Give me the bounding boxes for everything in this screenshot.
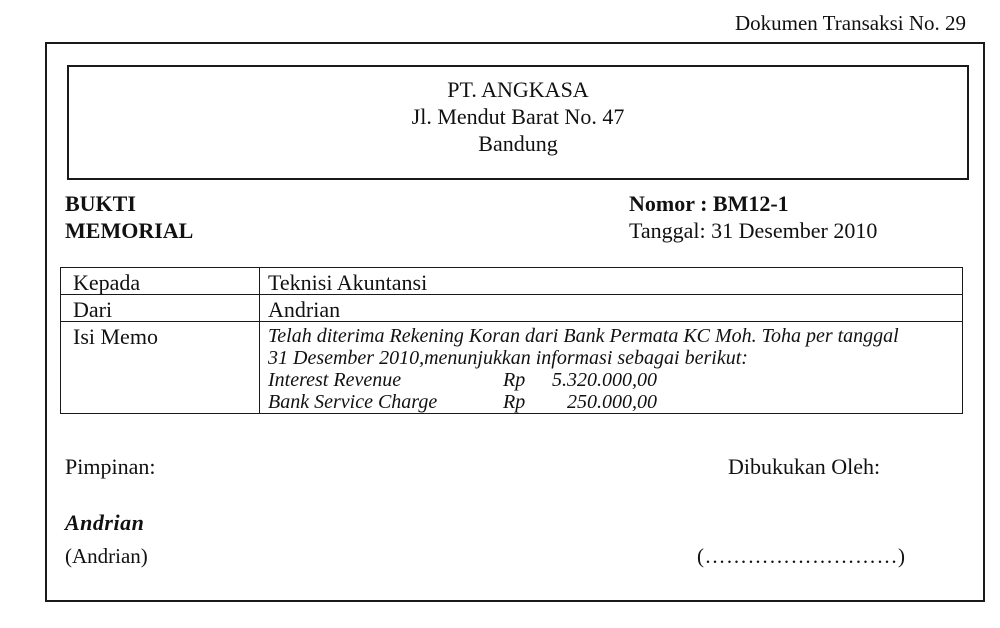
table-row	[61, 268, 963, 295]
line-item-label: Bank Service Charge	[268, 391, 438, 413]
dari-label: Dari	[61, 295, 260, 322]
pimpinan-label: Pimpinan:	[65, 454, 156, 479]
memo-text-line: Telah diterima Rekening Koran dari Bank Permata KC Moh. Toha per tanggal	[268, 325, 899, 347]
title-line-2: MEMORIAL	[65, 218, 194, 243]
table-row	[61, 295, 963, 322]
memo-text-line: 31 Desember 2010,menunjukkan informasi sebagai berikut:	[268, 347, 748, 369]
dari-value: Andrian	[260, 295, 963, 322]
kepada-label: Kepada	[61, 268, 260, 295]
company-name: PT. ANGKASA	[447, 77, 589, 102]
handwritten-signature: Andrian	[65, 510, 145, 535]
title-line-1: BUKTI	[65, 191, 136, 216]
memo-line-item	[268, 369, 950, 391]
document-title	[65, 190, 193, 244]
document-number: Dokumen Transaksi No. 29	[734, 11, 966, 35]
isi-memo-content	[260, 322, 963, 414]
line-item-amount: 250.000,00	[567, 391, 657, 413]
line-item-currency: Rp	[503, 369, 526, 391]
memo-table	[60, 267, 963, 414]
company-address: Jl. Mendut Barat No. 47	[411, 104, 625, 129]
table-row	[61, 322, 963, 414]
memorial-voucher	[45, 42, 985, 602]
line-item-label: Interest Revenue	[268, 369, 402, 391]
company-header	[67, 65, 969, 180]
document-meta	[629, 190, 877, 244]
dibukukan-name-blank: (………………………)	[697, 544, 906, 568]
dibukukan-label: Dibukukan Oleh:	[728, 454, 881, 479]
isi-memo-label: Isi Memo	[61, 322, 260, 414]
kepada-value: Teknisi Akuntansi	[260, 268, 963, 295]
document-date: Tanggal: 31 Desember 2010	[629, 218, 878, 243]
pimpinan-name: (Andrian)	[65, 544, 148, 568]
line-item-currency: Rp	[503, 391, 526, 413]
line-item-amount: 5.320.000,00	[552, 369, 657, 391]
document-nomor: Nomor : BM12-1	[629, 191, 789, 216]
memo-line-item	[268, 391, 950, 413]
company-city: Bandung	[478, 131, 558, 156]
